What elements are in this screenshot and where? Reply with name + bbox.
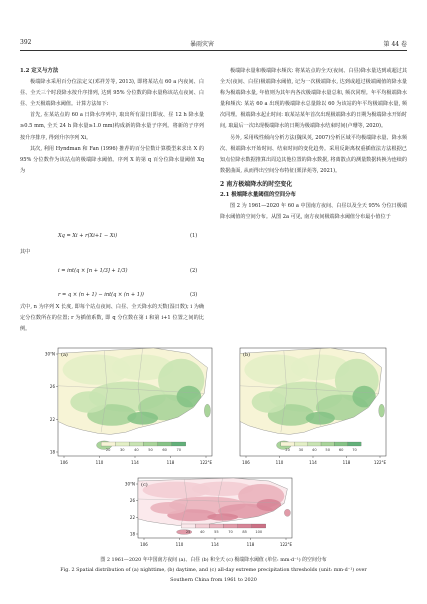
equation-2: i = int(q × [n + 1/3] + 1/3) — [58, 268, 128, 274]
taiwan-island — [204, 404, 210, 417]
legend-label: 40 — [134, 448, 139, 452]
left-paragraph-4: 式中, n 为序列 X 长度, 即每个站点夜间、白昼、全天降水的天数(湿日数); i 为确定分位数所在的位置; r 为插值系数, 即 q 分位数在第 i 和第 i+1 位置之间的比例。 — [20, 304, 204, 333]
left-column-bottom — [20, 302, 204, 335]
legend-label: 60 — [162, 448, 167, 452]
x-tick-label: 110 — [275, 460, 284, 465]
x-tick-label: 110 — [175, 542, 184, 547]
legend-swatch — [115, 442, 129, 446]
caption-chinese: 图 2 1961—2020 年中国南方夜间 (a)、白昼 (b) 和全天 (c) 极端降水阈值 (单位: mm·d⁻¹) 的空间分布 — [100, 557, 327, 563]
legend-swatch — [334, 442, 347, 446]
x-tick-label: 106 — [242, 460, 250, 465]
y-tick-label: 18 — [49, 449, 55, 455]
taiwan-island — [379, 404, 385, 417]
legend-swatch — [308, 442, 321, 446]
section-heading-2: 2 南方极端降水的时空变化 — [220, 180, 293, 188]
legend-swatch — [172, 442, 186, 446]
legend-label: 30 — [298, 448, 304, 452]
header-rule — [20, 50, 407, 51]
x-tick-label: 118 — [246, 542, 255, 547]
legend-swatch — [209, 524, 223, 528]
legend-swatch — [223, 524, 237, 528]
x-tick-label: 106 — [60, 460, 68, 465]
right-column — [220, 66, 407, 223]
legend-swatch — [129, 442, 143, 446]
legend-label: 70 — [176, 448, 182, 452]
x-tick-label: 122°E — [199, 460, 213, 465]
legend-swatch — [181, 524, 195, 528]
legend-swatch — [294, 442, 307, 446]
legend-swatch — [348, 442, 361, 446]
legend-label: 25 — [185, 530, 191, 534]
legend-swatch — [195, 524, 209, 528]
caption-english-line-2: Southern China from 1961 to 2020 — [170, 577, 257, 583]
x-tick-label: 122°E — [279, 542, 293, 547]
equation-2-number: (2) — [190, 268, 198, 274]
right-paragraph-3: 图 2 为 1961—2020 年 60 a 中国南方夜间、白昼以及全天 95% 分位日极端降水阈值的空间分布。从图 2a 可见, 南方夜间极端降水阈值分布最小值位于 — [220, 203, 407, 221]
equation-1-number: (1) — [190, 233, 198, 239]
volume-number: 第 44 卷 — [383, 41, 407, 48]
page-number: 392 — [20, 39, 32, 46]
caption-english-line-1: Fig. 2 Spatial distribution of (a) nighttime, (b) daytime, and (c) all-day extreme precipitation thresholds (unit: mm·d⁻¹) over — [60, 567, 367, 573]
left-paragraph-3: 其次, 利用 Hyndman 和 Fan (1996) 推荐的百分位数计算模型来求出 X 的 95% 分位数作为该站点的极端降水阈值。序列 X 的第 q 百分位降水量阈值 Xq 为 — [20, 145, 204, 174]
legend-label: 70 — [352, 448, 357, 452]
legend-swatch — [252, 524, 266, 528]
equation-3: r = q × (n + 1) − int(q × (n + 1)) — [58, 292, 144, 298]
y-tick-label: 22 — [129, 514, 135, 520]
equation-3-number: (3) — [190, 292, 198, 298]
y-tick-label: 26 — [49, 384, 55, 390]
legend-swatch — [143, 442, 157, 446]
x-tick-label: 114 — [131, 460, 139, 465]
left-paragraph-2: 首先, 在某站点的 60 a 日降水序列中, 取出所有湿日(即夜、昼 12 h 降水量≥0.5 mm, 全天 24 h 降水量≥1.0 mm)构成新的降水量子序列。将新的子序列按升序排序, 得到升序序列 Xi。 — [20, 112, 204, 141]
map-b-daytime — [220, 344, 390, 474]
legend-label: 20 — [285, 448, 290, 452]
section-heading-2-1: 2.1 极端降水量阈值的空间分布 — [220, 192, 296, 199]
x-tick-label: 106 — [140, 542, 148, 547]
legend-swatch — [238, 524, 252, 528]
left-paragraph-1: 极端降水采用百分位法定义(邓祥芳等, 2013), 即将某站点 60 a 内夜间、白昼、全天三个时段降水按升序排列, 达到 95% 分位数的降水量称该站点夜间、白昼、全天极端降水阈值。计算方法如下: — [20, 79, 204, 108]
panel-label: (a) — [61, 352, 68, 358]
panel-label: (b) — [243, 352, 251, 358]
running-header — [20, 39, 407, 49]
y-tick-label: 26 — [129, 498, 135, 504]
legend-label: 40 — [200, 530, 205, 534]
legend-label: 40 — [312, 448, 317, 452]
map-c-allday — [118, 474, 296, 604]
map-a-nighttime — [38, 344, 216, 474]
legend-label: 20 — [105, 448, 111, 452]
legend-label: 50 — [325, 448, 331, 452]
x-tick-label: 122°E — [373, 460, 387, 465]
y-tick-label: 18 — [129, 531, 135, 537]
legend-label: 50 — [148, 448, 153, 452]
y-tick-label: 22 — [49, 416, 55, 422]
x-tick-label: 118 — [342, 460, 351, 465]
legend-swatch — [101, 442, 115, 446]
y-tick-label: 30°N — [124, 481, 135, 487]
legend-label: 85 — [242, 530, 247, 534]
left-column — [20, 66, 204, 177]
section-heading-1-2: 1.2 定义与方法 — [20, 68, 59, 74]
legend-swatch — [321, 442, 334, 446]
legend-label: 55 — [214, 530, 219, 534]
legend-swatch — [281, 442, 294, 446]
x-tick-label: 110 — [95, 460, 104, 465]
right-paragraph-1: 极端降水量和极端降水频次: 将某站点的全天(夜间、白昼)降水量达到或超过其全天(夜间、白昼)极端降水阈值, 记为一次极端降水, 达到或超过极端阈值的降水量称为极端降水量, 年值则为其年内各次极端降水量总和, 频次同理。年平均极端降水量和频次: 某站 60 a 出现的极端降水总量除以 60 为该站的年平均极端降水量, 频次同理。极端降水起止时间: 取某站某年首次出现极端降水的日期为极端降水开始时间, 取最后一次出现极端降水的日期为极端降水结束时间(卢珊等, 2020)。 — [220, 68, 407, 130]
right-paragraph-2: 另外, 采用线性倾向分析方法(魏凤英, 2007)分析区域平均极端降水量、降水频次、极端降水开始时间、结束时间的变化趋势。采用反距离权重插值法方法根据已知点位降水数据推算出周边其他位置的降水数据, 将离散点的测量数据转换为连续的数据曲面, 从而得出空间分布特征(栗泽苑等, 2021)。 — [220, 134, 407, 174]
legend-swatch — [158, 442, 172, 446]
legend-label: 100 — [255, 530, 263, 534]
legend-label: 30 — [120, 448, 125, 452]
legend-label: 60 — [338, 448, 344, 452]
x-tick-label: 114 — [211, 542, 219, 547]
x-tick-label: 114 — [309, 460, 317, 465]
journal-name: 暴雨灾害 — [190, 41, 215, 48]
legend-label: 70 — [228, 530, 233, 534]
x-tick-label: 118 — [166, 460, 175, 465]
y-tick-label: 30°N — [44, 351, 55, 357]
taiwan-island — [284, 509, 290, 516]
where-label: 其中 — [20, 249, 31, 255]
panel-label: (c) — [141, 482, 148, 488]
equation-1: Xq = Xi + r(Xi+1 − Xi) — [58, 233, 118, 239]
